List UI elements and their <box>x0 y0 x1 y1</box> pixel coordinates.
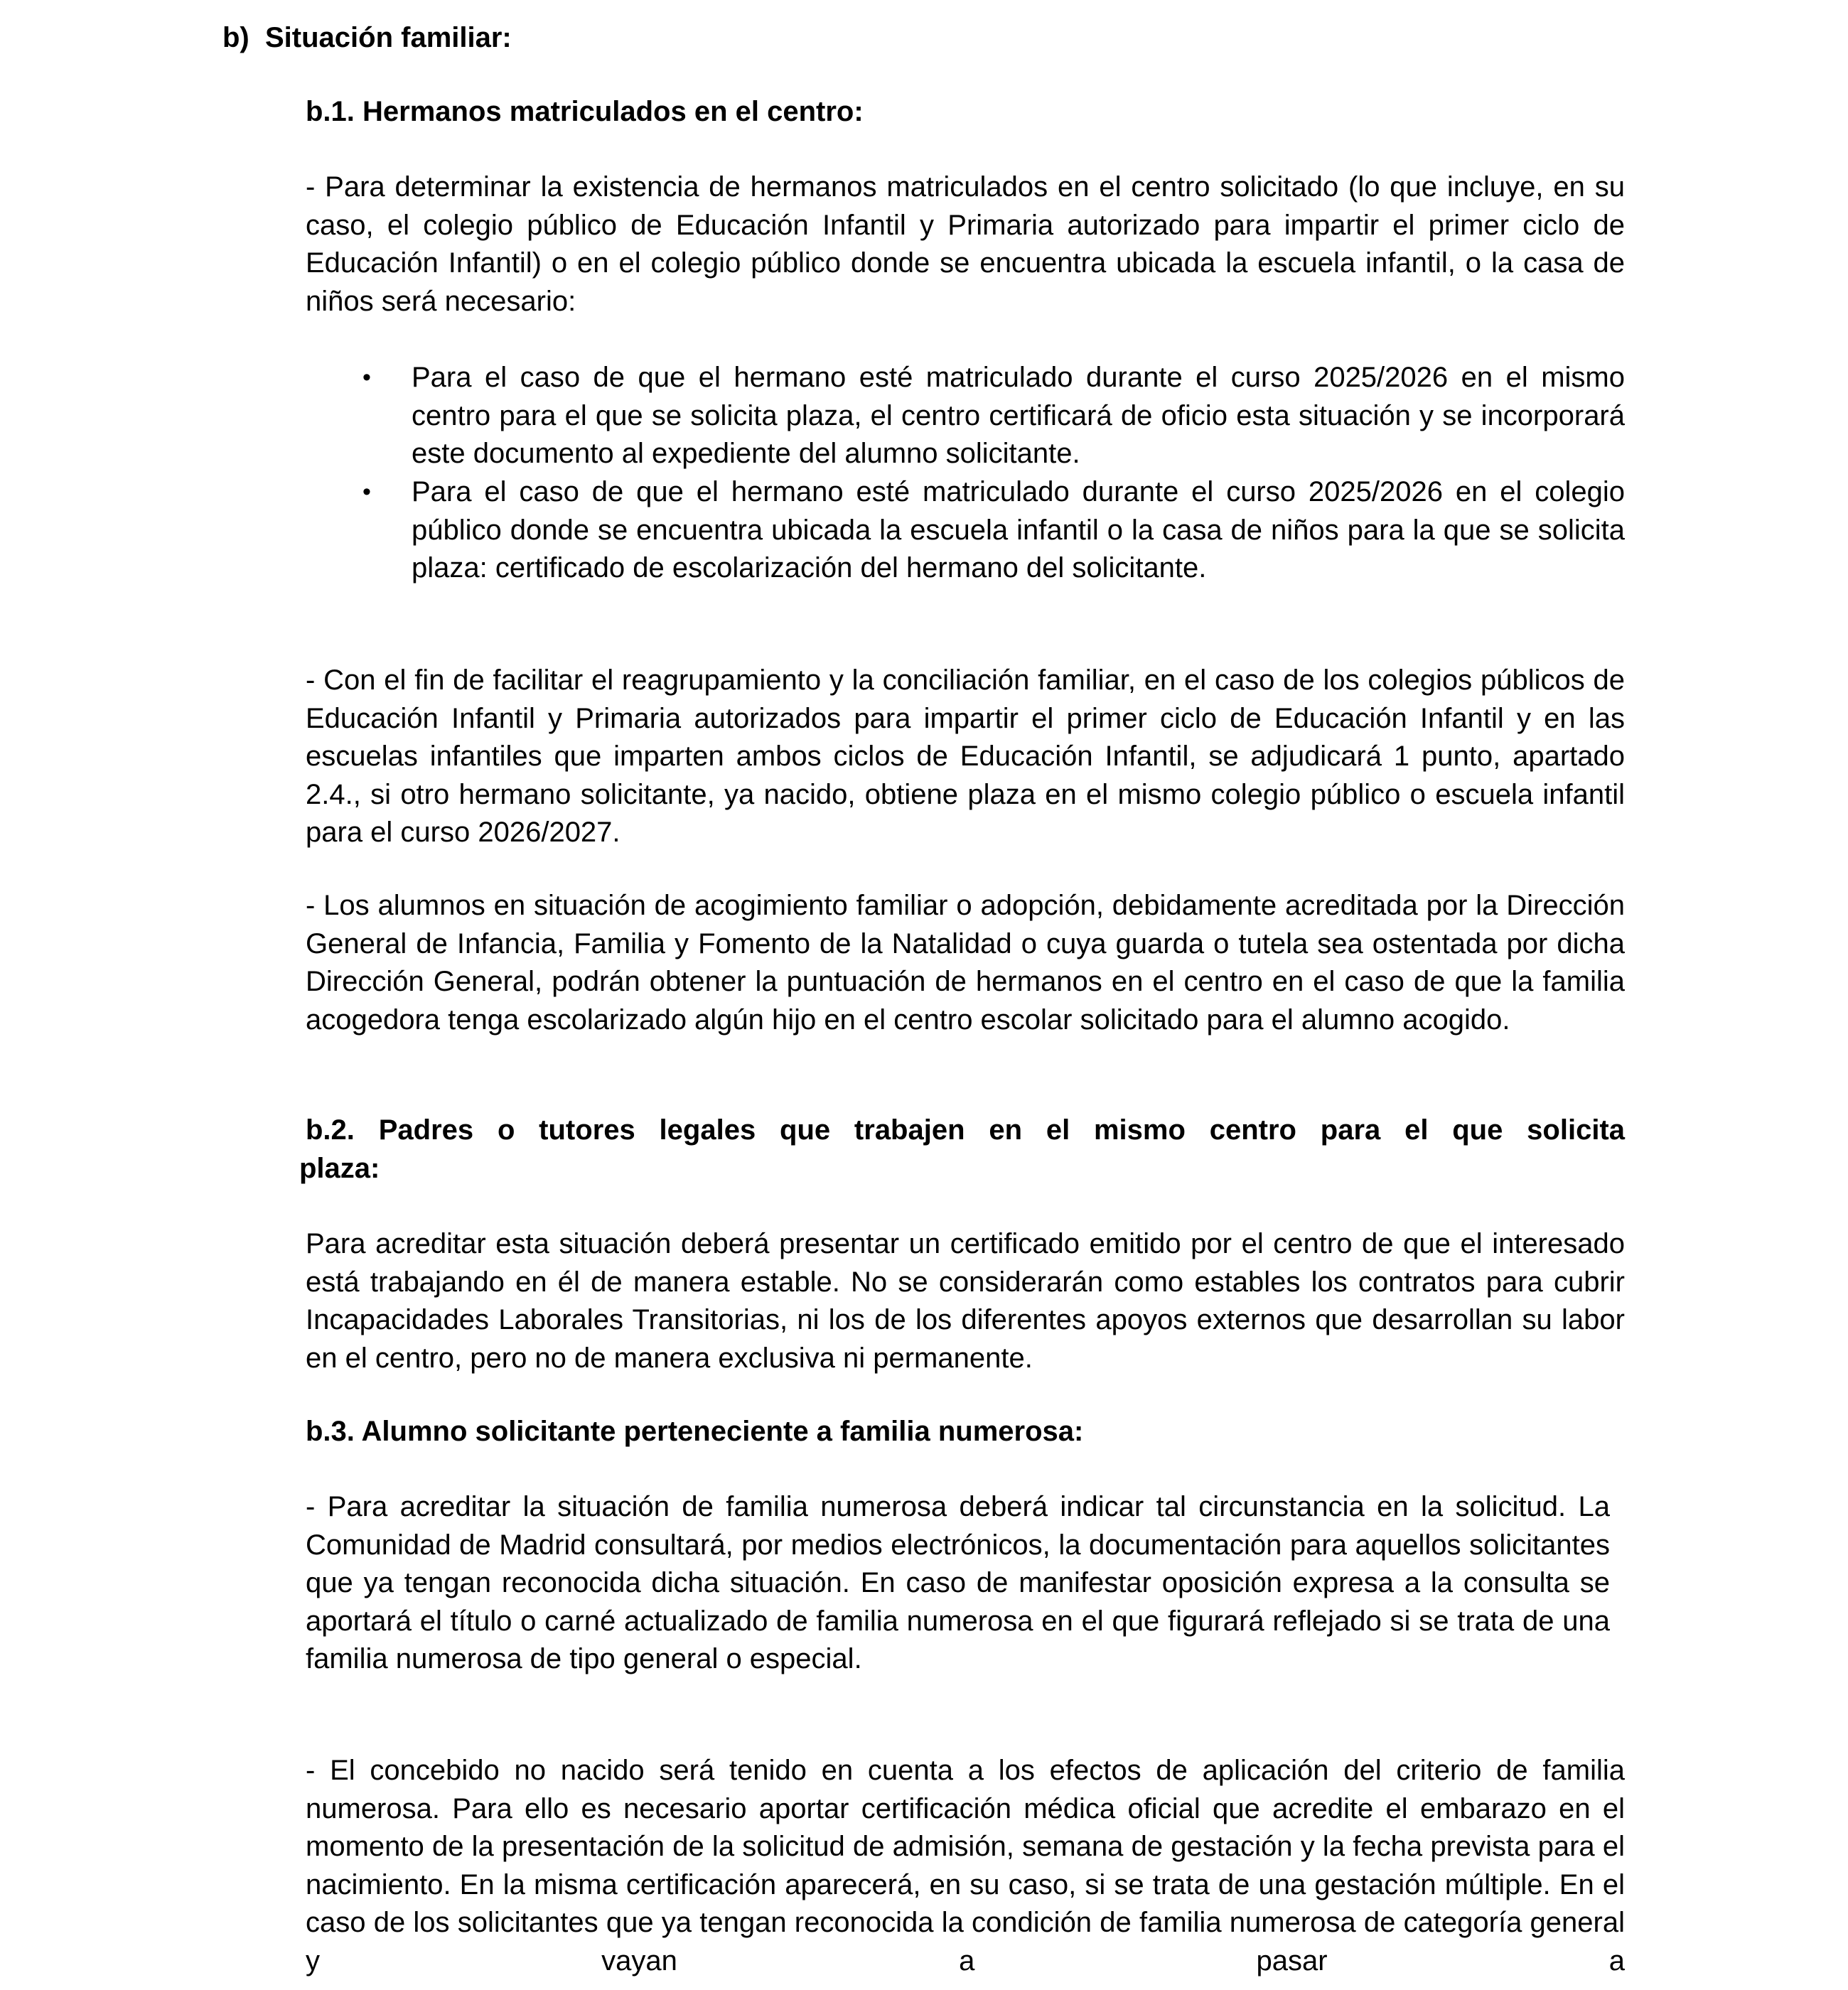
b1-paragraph-3: - Los alumnos en situación de acogimiento familiar o adopción, debidamente acreditada por la Dirección General de Infancia, Familia y Fomento de la Natalidad o cuya guarda o tutela sea ostentada por dicha Dirección General, podrán obtener la puntuación de hermanos en el centro en el caso de que la familia acogedora tenga escolarizado algún hijo en el centro escolar solicitado para el alumno acogido. <box>306 890 1625 1036</box>
b3-paragraph-1: - Para acreditar la situación de familia numerosa deberá indicar tal circunstancia en la solicitud. La Comunidad de Madrid consultará, por medios electrónicos, la documentación para aquellos solicitantes que ya tengan reconocida dicha situación. En caso de manifestar oposición expresa a la consulta se aportará el título o carné actualizado de familia numerosa en el que figurará reflejado si se trata de una familia numerosa de tipo general o especial. <box>306 1491 1610 1675</box>
b2-heading-line-1: b.2. Padres o tutores legales que trabajen en el mismo centro para el que solicita <box>306 1114 1625 1146</box>
b1-paragraph-1: - Para determinar la existencia de hermanos matriculados en el centro solicitado (lo que incluye, en su caso, el colegio público de Educación Infantil y Primaria autorizado para impartir el primer ciclo de Educación Infantil) o en el colegio público donde se encuentra ubicada la escuela infantil, o la casa de niños será necesario: <box>306 171 1625 317</box>
b3-paragraph-2: - El concebido no nacido será tenido en cuenta a los efectos de aplicación del criterio de familia numerosa. Para ello es necesario aportar certificación médica oficial que acredite el embarazo en el momento de la presentación de la solicitud de admisión, semana de gestación y la fecha prevista para el nacimiento. En la misma certificación aparecerá, en su caso, si se trata de una gestación múltiple. En el caso de los solicitantes que ya tengan reconocida la condición de familia numerosa de categoría general y vayan a pasar a <box>306 1755 1625 1976</box>
bullet-icon: • <box>362 364 371 391</box>
b1-bullet-2: Para el caso de que el hermano esté matriculado durante el curso 2025/2026 en el colegio público donde se encuentra ubicada la escuela infantil o la casa de niños para la que se solicita plaza: certificado de escolarización del hermano del solicitante. <box>412 476 1625 584</box>
section-title: Situación familiar: <box>265 22 512 53</box>
bullet-icon: • <box>362 478 371 505</box>
b1-heading: b.1. Hermanos matriculados en el centro: <box>306 96 864 127</box>
b2-paragraph: Para acreditar esta situación deberá presentar un certificado emitido por el centro de que el interesado está trabajando en él de manera estable. No se considerarán como estables los contratos para cubrir Incapacidades Laborales Transitorias, ni los de los diferentes apoyos externos que desarrollan su labor en el centro, pero no de manera exclusiva ni permanente. <box>306 1228 1625 1374</box>
section-b-heading <box>222 19 1542 58</box>
b1-paragraph-2: - Con el fin de facilitar el reagrupamiento y la conciliación familiar, en el caso de los colegios públicos de Educación Infantil y Primaria autorizados para impartir el primer ciclo de Educación Infantil y en las escuelas infantiles que imparten ambos ciclos de Educación Infantil, se adjudicará 1 punto, apartado 2.4., si otro hermano solicitante, ya nacido, obtiene plaza en el mismo colegio público o escuela infantil para el curso 2026/2027. <box>306 665 1625 849</box>
b2-heading-line-2: plaza: <box>299 1153 380 1184</box>
b3-heading: b.3. Alumno solicitante perteneciente a familia numerosa: <box>306 1416 1084 1447</box>
section-marker: b) <box>222 22 249 53</box>
b1-bullet-1: Para el caso de que el hermano esté matriculado durante el curso 2025/2026 en el mismo centro para el que se solicita plaza, el centro certificará de oficio esta situación y se incorporará este documento al expediente del alumno solicitante. <box>412 362 1625 470</box>
